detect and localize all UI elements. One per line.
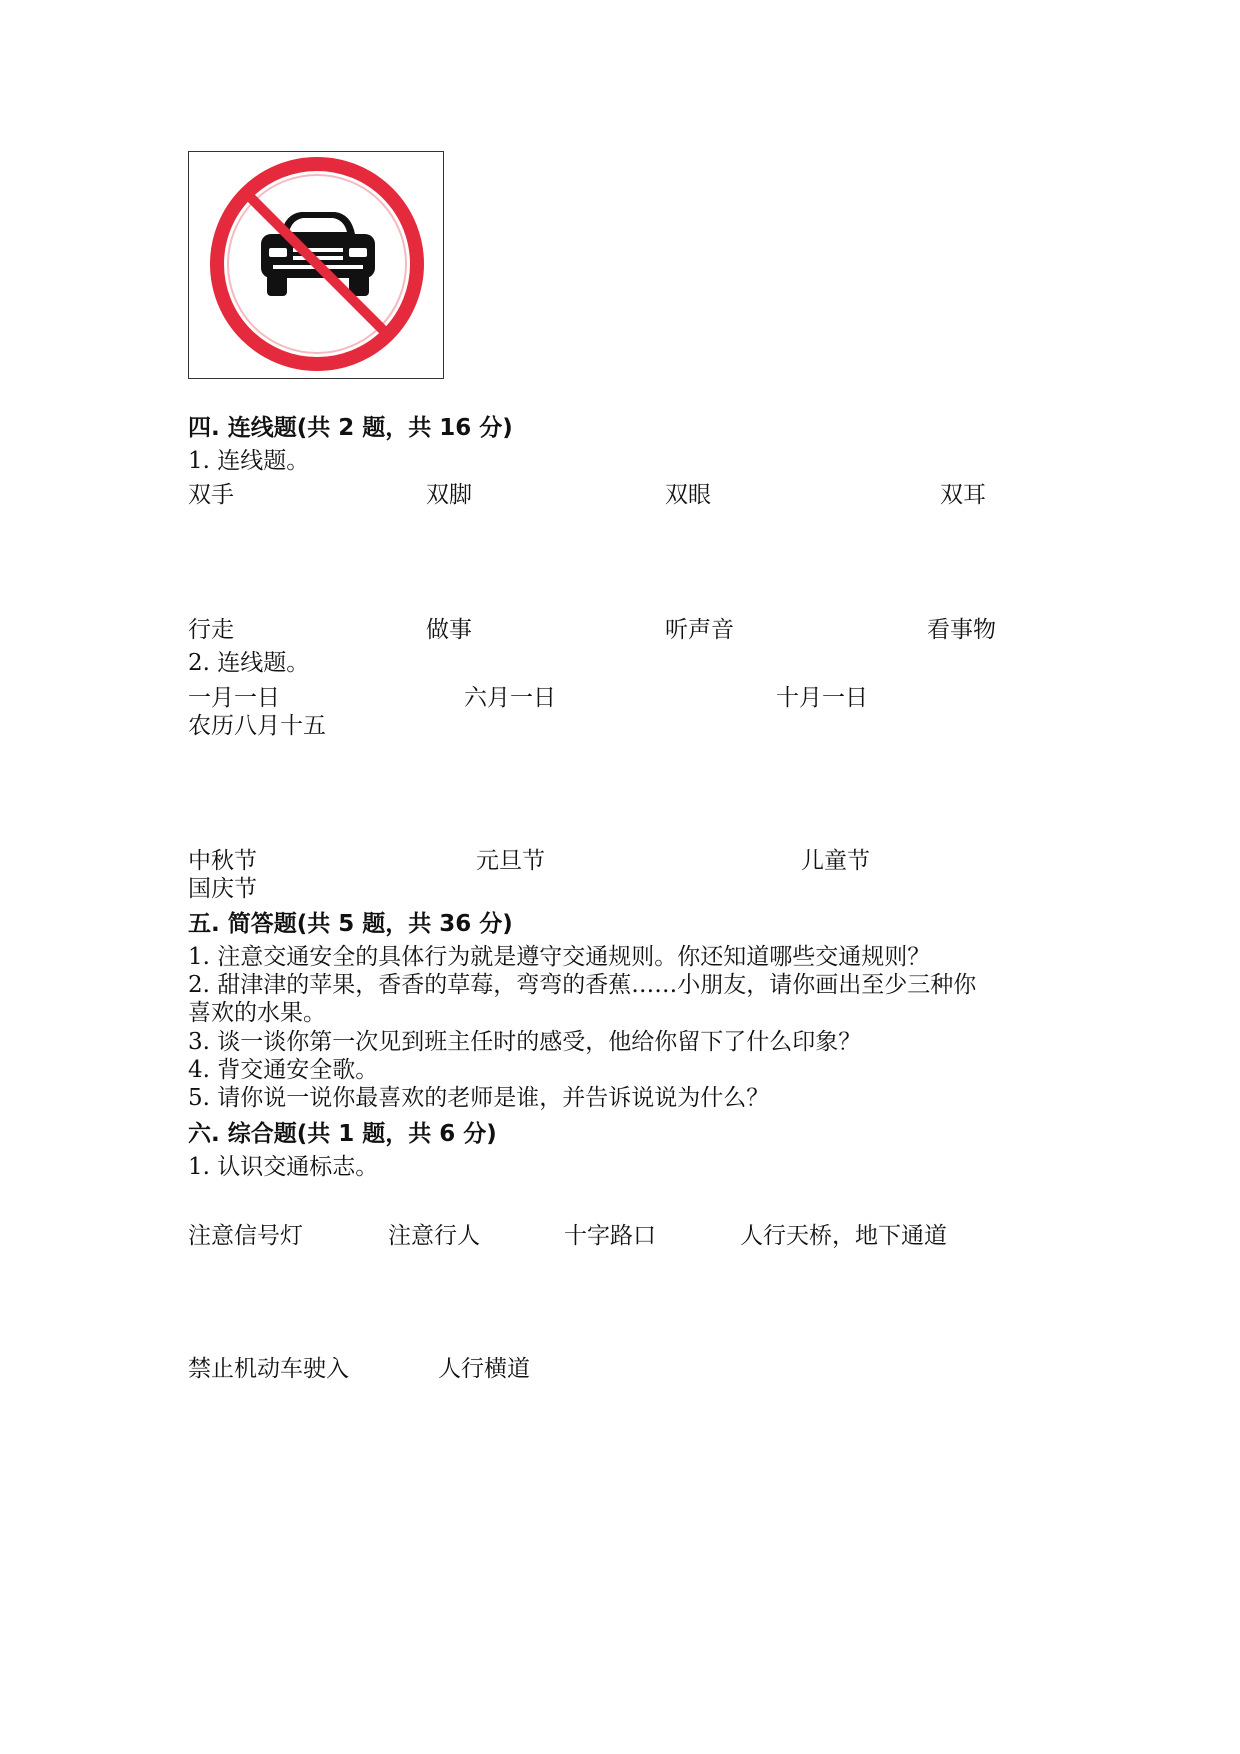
match-item: 双脚 [426,482,472,508]
match-item: 十月一日 [776,685,868,711]
short-answer-question: 2. 甜津津的苹果，香香的草莓，弯弯的香蕉……小朋友，请你画出至少三种你 [188,972,977,998]
sign-name-item: 禁止机动车驶入 [188,1356,349,1382]
match-item: 国庆节 [188,876,257,902]
sign-name-item: 注意行人 [388,1223,480,1249]
short-answer-question-continued: 喜欢的水果。 [188,1000,326,1026]
section-four-heading: 四. 连线题(共 2 题，共 16 分) [188,415,513,441]
short-answer-question: 5. 请你说一说你最喜欢的老师是谁，并告诉说说为什么？ [188,1085,770,1111]
match-item: 看事物 [927,617,996,643]
match-item: 儿童节 [801,848,870,874]
short-answer-question: 4. 背交通安全歌。 [188,1057,379,1083]
question-label: 1. 连线题。 [188,448,310,474]
match-item: 元旦节 [476,848,545,874]
match-item: 双耳 [940,482,986,508]
sign-name-item: 十字路口 [564,1223,656,1249]
match-item: 做事 [426,617,472,643]
section-five-heading: 五. 简答题(共 5 题，共 36 分) [188,911,513,937]
no-motor-vehicles-sign-icon [189,152,443,378]
match-item: 听声音 [665,617,734,643]
short-answer-question: 3. 谈一谈你第一次见到班主任时的感受，他给你留下了什么印象？ [188,1029,862,1055]
short-answer-question: 1. 注意交通安全的具体行为就是遵守交通规则。你还知道哪些交通规则？ [188,944,931,970]
match-item: 一月一日 [188,685,280,711]
match-item: 六月一日 [464,685,556,711]
question-label: 2. 连线题。 [188,650,310,676]
match-item: 中秋节 [188,848,257,874]
question-label: 1. 认识交通标志。 [188,1154,379,1180]
match-item: 双手 [188,482,234,508]
sign-name-item: 注意信号灯 [188,1223,303,1249]
no-motor-vehicles-sign-image [188,151,444,379]
sign-name-item: 人行横道 [438,1356,530,1382]
match-item: 农历八月十五 [188,713,326,739]
match-item: 行走 [188,617,234,643]
section-six-heading: 六. 综合题(共 1 题，共 6 分) [188,1121,497,1147]
match-item: 双眼 [665,482,711,508]
sign-name-item: 人行天桥，地下通道 [740,1223,947,1249]
